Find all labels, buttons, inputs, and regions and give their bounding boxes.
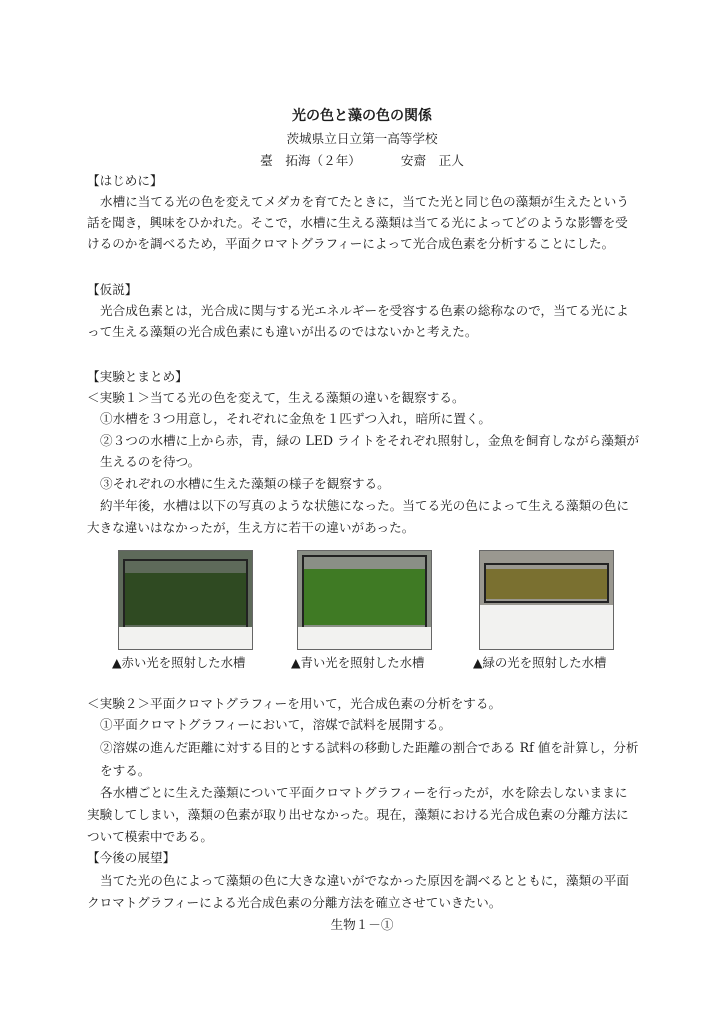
figure-red-tank xyxy=(112,550,253,670)
experiment1-step: ③それぞれの水槽に生えた藻類の様子を観察する。 xyxy=(100,476,390,491)
experiment-heading: 【実験とまとめ】 xyxy=(87,369,188,384)
hypothesis-line: って生える藻類の光合成色素にも違いが出るのではないかと考えた。 xyxy=(87,324,478,339)
page-title: 光の色と藻の色の関係 xyxy=(292,108,432,124)
intro-line: 話を聞き，興味をひかれた。そこで，水槽に生える藻類は当てる光によってどのような影響を受 xyxy=(87,215,628,230)
intro-heading: 【はじめに】 xyxy=(87,173,163,188)
figure-caption: ▲赤い光を照射した水槽 xyxy=(112,655,246,670)
experiment1-step: ①水槽を３つ用意し，それぞれに金魚を１匹ずつ入れ，暗所に置く。 xyxy=(100,411,491,426)
experiment1-result: 約半年後，水槽は以下の写真のような状態になった。当てる光の色によって生える藻類の色に xyxy=(100,498,629,513)
experiment2-title: ＜実験２＞平面クロマトグラフィーを用いて，光合成色素の分析をする。 xyxy=(87,696,502,711)
school-name: 茨城県立日立第一高等学校 xyxy=(286,131,438,146)
experiment1-step: 生えるのを待つ。 xyxy=(100,454,201,469)
hypothesis-line: 光合成色素とは，光合成に関与する光エネルギーを受容する色素の総称なので，当てる光によ xyxy=(100,303,629,318)
experiment2-step: ①平面クロマトグラフィーにおいて，溶媒で試料を展開する。 xyxy=(100,717,452,732)
figure-row xyxy=(0,550,724,670)
future-heading: 【今後の展望】 xyxy=(87,850,176,865)
photo-red-tank xyxy=(118,550,253,650)
intro-line: 水槽に当てる光の色を変えてメダカを育てたときに，当てた光と同じ色の藻類が生えたという xyxy=(100,194,629,209)
hypothesis-heading: 【仮説】 xyxy=(87,282,138,297)
future-line: 当てた光の色によって藻類の色に大きな違いがでなかった原因を調べるとともに，藻類の平面 xyxy=(100,873,629,888)
experiment1-title: ＜実験１＞当てる光の色を変えて，生える藻類の違いを観察する。 xyxy=(87,390,465,405)
intro-line: けるのかを調べるため，平面クロマトグラフィーによって光合成色素を分析することにした。 xyxy=(87,236,615,251)
figure-caption: ▲青い光を照射した水槽 xyxy=(291,655,425,670)
page-footer: 生物１－① xyxy=(330,917,394,932)
experiment2-result: 各水槽ごとに生えた藻類について平面クロマトグラフィーを行ったが，水を除去しないままに xyxy=(100,785,628,800)
author-student: 臺 拓海（２年） xyxy=(260,153,361,168)
experiment2-result: ついて模索中である。 xyxy=(87,829,213,844)
figure-blue-tank xyxy=(291,550,432,670)
photo-green-tank xyxy=(479,550,614,650)
figure-caption: ▲緑の光を照射した水槽 xyxy=(473,655,607,670)
future-line: クロマトグラフィーによる光合成色素の分離方法を確立させていきたい。 xyxy=(87,895,502,910)
experiment1-step: ②３つの水槽に上から赤，青，緑の LED ライトをそれぞれ照射し，金魚を飼育しながら藻類が xyxy=(100,433,640,448)
photo-blue-tank xyxy=(297,550,432,650)
figure-green-tank xyxy=(473,550,614,670)
experiment1-result: 大きな違いはなかったが，生え方に若干の違いがあった。 xyxy=(87,520,415,535)
experiment2-step: をする。 xyxy=(100,763,151,778)
experiment2-result: 実験してしまい，藻類の色素が取り出せなかった。現在，藻類における光合成色素の分離方法に xyxy=(87,807,629,822)
experiment2-step: ②溶媒の進んだ距離に対する目的とする試料の移動した距離の割合である Rf 値を計算し，分析 xyxy=(100,740,639,755)
author-teacher: 安齋 正人 xyxy=(400,153,464,168)
authors xyxy=(0,150,724,169)
